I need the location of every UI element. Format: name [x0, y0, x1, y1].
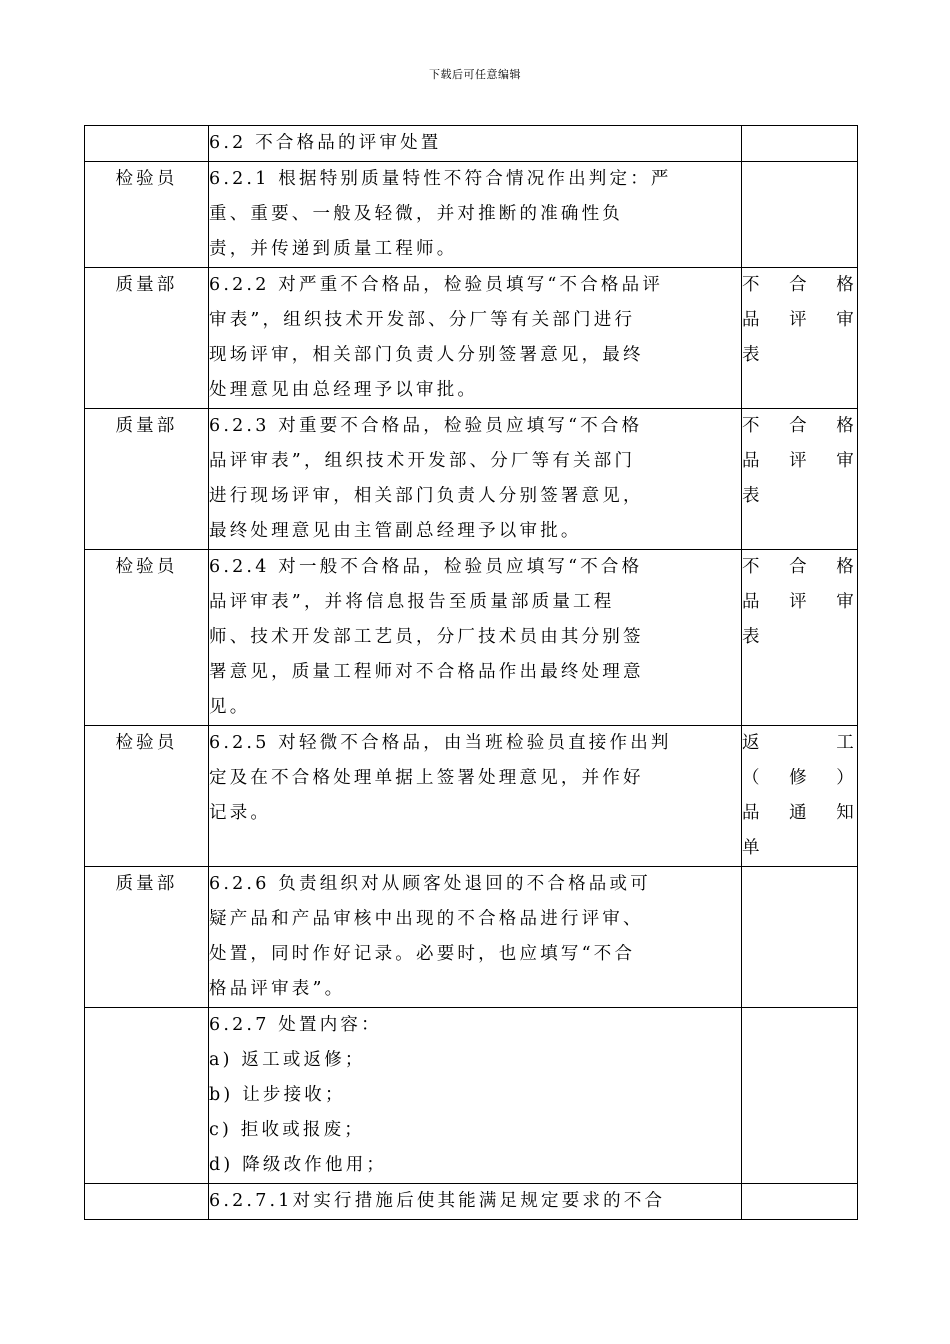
content-line: a) 返工或返修； [209, 1050, 366, 1070]
content-line: 最终处理意见由主管副总经理予以审批。 [209, 521, 582, 541]
reference-line: （修） [742, 768, 857, 788]
reference-line: 品评审 [742, 451, 857, 471]
reference-line: 不合格 [742, 416, 857, 436]
content-cell [209, 162, 742, 268]
content-cell [209, 268, 742, 409]
content-line: 进行现场评审，相关部门负责人分别签署意见， [209, 486, 644, 506]
table-row [85, 726, 858, 867]
content-line: 6.2.1 根据特别质量特性不符合情况作出判定：严 [209, 169, 672, 189]
content-cell [209, 409, 742, 550]
content-line: 定及在不合格处理单据上签署处理意见，并作好 [209, 768, 644, 788]
role-cell [85, 1184, 209, 1220]
content-line: 重、重要、一般及轻微，并对推断的准确性负 [209, 204, 623, 224]
content-cell [209, 726, 742, 867]
content-line: 6.2.7 处置内容： [209, 1015, 382, 1035]
reference-cell [742, 550, 858, 726]
content-line: 疑产品和产品审核中出现的不合格品进行评审、 [209, 909, 644, 929]
reference-line: 表 [742, 486, 763, 506]
reference-cell [742, 867, 858, 1008]
content-cell [209, 550, 742, 726]
reference-cell [742, 1008, 858, 1184]
reference-line: 不合格 [742, 275, 857, 295]
reference-cell [742, 126, 858, 162]
content-line: d) 降级改作他用； [209, 1155, 388, 1175]
reference-line: 品评审 [742, 592, 857, 612]
table-row [85, 1184, 858, 1220]
content-line: 审表”，组织技术开发部、分厂等有关部门进行 [209, 310, 636, 330]
content-line: 处置，同时作好记录。必要时，也应填写“不合 [209, 944, 636, 964]
content-line: 师、技术开发部工艺员，分厂技术员由其分别签 [209, 627, 644, 647]
page-header-note: 下载后可任意编辑 [429, 68, 521, 81]
content-line: 6.2.4 对一般不合格品，检验员应填写“不合格 [209, 557, 643, 577]
content-line: 品评审表”，并将信息报告至质量部质量工程 [209, 592, 615, 612]
table-row [85, 550, 858, 726]
content-line: b) 让步接收； [209, 1085, 346, 1105]
role-cell [85, 1008, 209, 1184]
reference-cell [742, 162, 858, 268]
reference-line: 表 [742, 627, 763, 647]
role-cell [85, 126, 209, 162]
content-cell [209, 867, 742, 1008]
table-row [85, 162, 858, 268]
content-cell [209, 1184, 742, 1220]
role-cell: 检验员 [85, 162, 209, 268]
table-row [85, 126, 858, 162]
content-line: 6.2 不合格品的评审处置 [209, 133, 442, 153]
table-row [85, 268, 858, 409]
content-line: 6.2.5 对轻微不合格品，由当班检验员直接作出判 [209, 733, 672, 753]
content-line: 格品评审表”。 [209, 979, 346, 999]
reference-cell [742, 409, 858, 550]
content-line: 6.2.7.1对实行措施后使其能满足规定要求的不合 [209, 1191, 666, 1211]
content-line: 记录。 [209, 803, 272, 823]
content-line: 现场评审，相关部门负责人分别签署意见，最终 [209, 345, 644, 365]
reference-line: 不合格 [742, 557, 857, 577]
content-line: 责，并传递到质量工程师。 [209, 239, 458, 259]
role-cell: 质量部 [85, 268, 209, 409]
reference-cell [742, 268, 858, 409]
reference-line: 返工 [742, 733, 857, 753]
table-row [85, 867, 858, 1008]
role-cell: 质量部 [85, 867, 209, 1008]
table-row [85, 409, 858, 550]
role-cell: 检验员 [85, 726, 209, 867]
reference-line: 单 [742, 838, 763, 858]
content-line: 署意见，质量工程师对不合格品作出最终处理意 [209, 662, 644, 682]
procedure-table [84, 125, 858, 1220]
reference-line: 品评审 [742, 310, 857, 330]
reference-line: 品通知 [742, 803, 857, 823]
role-cell: 质量部 [85, 409, 209, 550]
content-line: 品评审表”，组织技术开发部、分厂等有关部门 [209, 451, 636, 471]
reference-cell [742, 726, 858, 867]
content-cell [209, 126, 742, 162]
reference-line: 表 [742, 345, 763, 365]
content-line: 见。 [209, 697, 251, 717]
content-line: 6.2.3 对重要不合格品，检验员应填写“不合格 [209, 416, 643, 436]
reference-cell [742, 1184, 858, 1220]
content-line: 处理意见由总经理予以审批。 [209, 380, 479, 400]
content-cell [209, 1008, 742, 1184]
table-row [85, 1008, 858, 1184]
content-line: c) 拒收或报废； [209, 1120, 365, 1140]
role-cell: 检验员 [85, 550, 209, 726]
content-line: 6.2.2 对严重不合格品，检验员填写“不合格品评 [209, 275, 664, 295]
content-line: 6.2.6 负责组织对从顾客处退回的不合格品或可 [209, 874, 651, 894]
